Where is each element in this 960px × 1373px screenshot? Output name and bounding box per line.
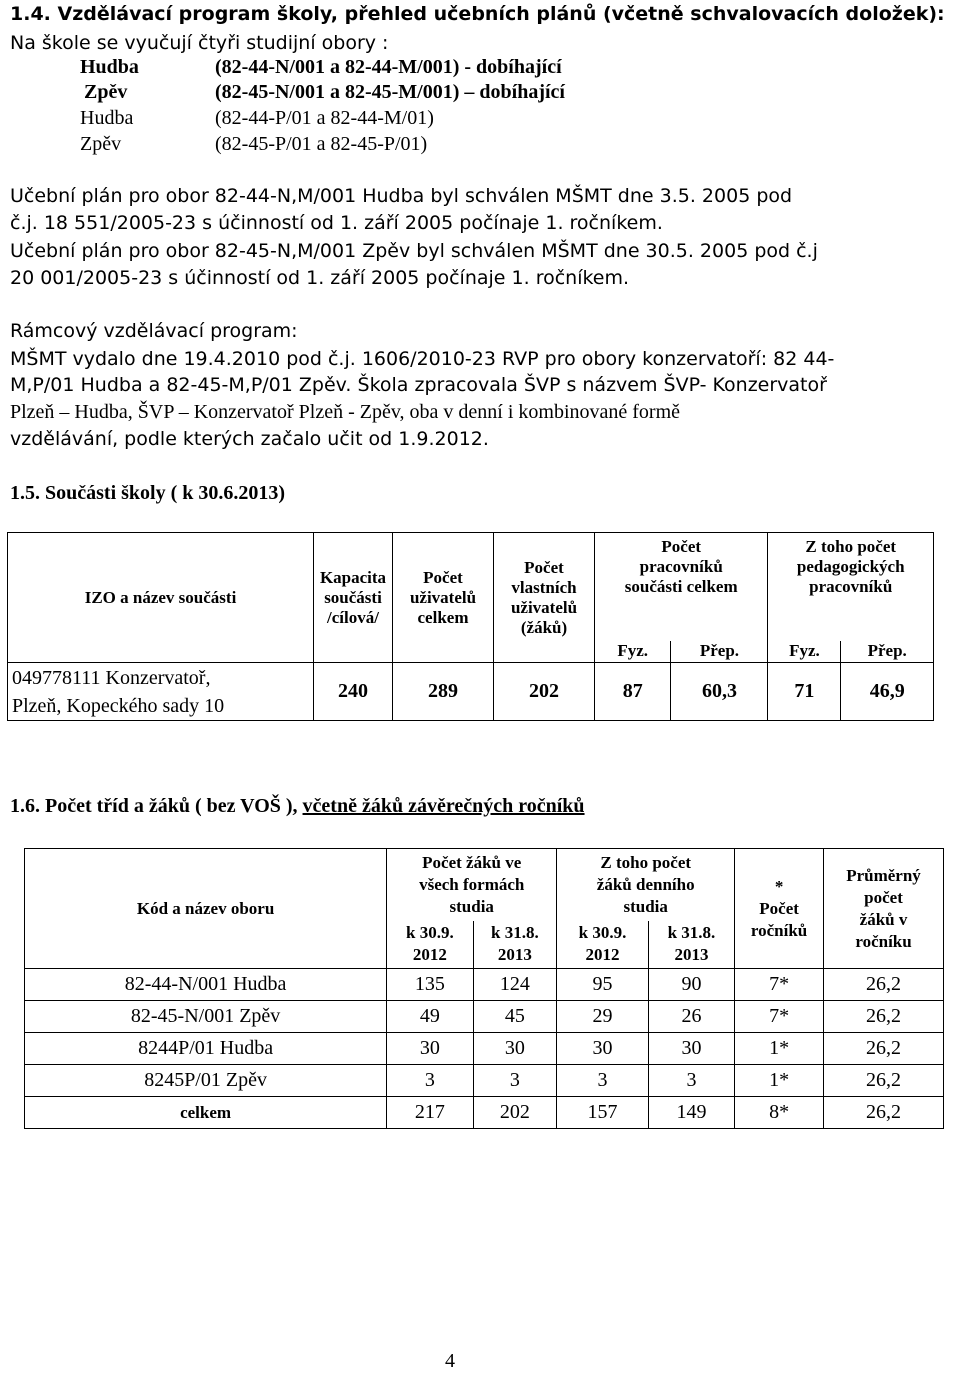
cell-v2: 3: [473, 1065, 557, 1097]
obor-name: 82-44-N/001 Hudba: [25, 969, 387, 1001]
header-vlastnich: Počet vlastních uživatelů (žáků): [494, 533, 595, 663]
section-heading-1-6: 1.6. Počet tříd a žáků ( bez VOŠ ), včetně žáků závěrečných ročníků: [10, 795, 585, 817]
header-fyz: Fyz.: [595, 641, 671, 663]
cell-vlastnich: 202: [494, 663, 595, 721]
header-izo: IZO a název součásti: [8, 533, 314, 663]
cell-d2: 30: [648, 1033, 734, 1065]
header-kod: Kód a název oboru: [25, 849, 387, 969]
cell-v1: 3: [387, 1065, 473, 1097]
cell-roc: 7*: [735, 1001, 824, 1033]
cell-d2: 26: [648, 1001, 734, 1033]
rvp-line: vzdělávání, podle kterých začalo učit od 1.9.2012.: [10, 428, 489, 450]
header-prumer: Průměrný počet žáků v ročníku: [824, 849, 944, 969]
cell-d1: 157: [557, 1097, 649, 1129]
obor-name: 8245P/01 Zpěv: [25, 1065, 387, 1097]
cell-v2: 30: [473, 1033, 557, 1065]
cell-ped-fyz: 71: [768, 663, 841, 721]
header-prep: Přep.: [671, 641, 768, 663]
cell-roc: 7*: [735, 969, 824, 1001]
cell-v1: 30: [387, 1033, 473, 1065]
table-row: [8, 663, 934, 721]
header-denniho: Z toho počet žáků denního studia: [557, 849, 735, 921]
cell-v1: 217: [387, 1097, 473, 1129]
obor-code: (82-45-N/001 a 82-45-M/001) – dobíhající: [215, 81, 565, 103]
rvp-line: Plzeň – Hudba, ŠVP – Konzervatoř Plzeň - Zpěv, oba v denní i kombinované formě: [10, 401, 681, 423]
obor-name: Hudba: [80, 107, 134, 129]
cell-prac-prep: 60,3: [671, 663, 768, 721]
school-parts-table: [7, 532, 934, 721]
intro-text: Na škole se vyučují čtyři studijní obory :: [10, 32, 389, 54]
cell-d2: 149: [648, 1097, 734, 1129]
obor-name: celkem: [25, 1097, 387, 1129]
cell-d2: 3: [648, 1065, 734, 1097]
cell-prumer: 26,2: [824, 1097, 944, 1129]
cell-v1: 135: [387, 969, 473, 1001]
header-rocniku: * Počet ročníků: [735, 849, 824, 969]
obor-name: 82-45-N/001 Zpěv: [25, 1001, 387, 1033]
table-row: [25, 969, 944, 1001]
page-number: 4: [445, 1350, 455, 1372]
section-heading-1-5: 1.5. Součásti školy ( k 30.6.2013): [10, 482, 286, 504]
plan-line: 20 001/2005-23 s účinností od 1. září 2005 počínaje 1. ročníkem.: [10, 267, 630, 289]
section-heading-1-4: 1.4. Vzdělávací program školy, přehled učebních plánů (včetně schvalovacích doložek):: [10, 3, 945, 25]
cell-roc: 8*: [735, 1097, 824, 1129]
cell-d1: 95: [557, 969, 649, 1001]
plan-line: č.j. 18 551/2005-23 s účinností od 1. září 2005 počínaje 1. ročníkem.: [10, 212, 663, 234]
part-name: 049778111 Konzervatoř, Plzeň, Kopeckého sady 10: [8, 663, 314, 721]
table-row: [25, 1001, 944, 1033]
obor-code: (82-44-P/01 a 82-44-M/01): [215, 107, 434, 129]
plan-line: Učební plán pro obor 82-45-N,M/001 Zpěv byl schválen MŠMT dne 30.5. 2005 pod č.j: [10, 240, 818, 262]
cell-v1: 49: [387, 1001, 473, 1033]
table-row-total: [25, 1097, 944, 1129]
cell-d1: 3: [557, 1065, 649, 1097]
cell-prumer: 26,2: [824, 1001, 944, 1033]
header-kapacita: Kapacita součásti /cílová/: [314, 533, 393, 663]
cell-d2: 90: [648, 969, 734, 1001]
header-fyz: Fyz.: [768, 641, 841, 663]
header-vsech: Počet žáků ve všech formách studia: [387, 849, 557, 921]
header-k309: k 30.9. 2012: [387, 921, 473, 969]
obor-name: Hudba: [80, 56, 139, 78]
obor-name: Zpěv: [84, 81, 128, 103]
cell-uzivatelu: 289: [393, 663, 494, 721]
cell-v2: 45: [473, 1001, 557, 1033]
table-row: [25, 1065, 944, 1097]
rvp-title: Rámcový vzdělávací program:: [10, 320, 298, 342]
header-k318: k 31.8. 2013: [473, 921, 557, 969]
plan-line: Učební plán pro obor 82-44-N,M/001 Hudba byl schválen MŠMT dne 3.5. 2005 pod: [10, 185, 793, 207]
header-pedagogickych: Z toho počet pedagogických pracovníků: [768, 533, 934, 641]
cell-prac-fyz: 87: [595, 663, 671, 721]
header-pracovniku: Počet pracovníků součásti celkem: [595, 533, 768, 641]
cell-v2: 202: [473, 1097, 557, 1129]
cell-prumer: 26,2: [824, 969, 944, 1001]
table-row: [25, 1033, 944, 1065]
cell-d1: 29: [557, 1001, 649, 1033]
header-uzivatelu: Počet uživatelů celkem: [393, 533, 494, 663]
obor-code: (82-44-N/001 a 82-44-M/001) - dobíhající: [215, 56, 562, 78]
obor-name: Zpěv: [80, 133, 122, 155]
cell-prumer: 26,2: [824, 1033, 944, 1065]
cell-v2: 124: [473, 969, 557, 1001]
rvp-line: MŠMT vydalo dne 19.4.2010 pod č.j. 1606/2010-23 RVP pro obory konzervatoří: 82 44-: [10, 348, 835, 370]
cell-ped-prep: 46,9: [841, 663, 934, 721]
header-k318: k 31.8. 2013: [648, 921, 734, 969]
cell-roc: 1*: [735, 1065, 824, 1097]
rvp-line: M,P/01 Hudba a 82-45-M,P/01 Zpěv. Škola zpracovala ŠVP s názvem ŠVP- Konzervatoř: [10, 374, 827, 396]
header-prep: Přep.: [841, 641, 934, 663]
cell-roc: 1*: [735, 1033, 824, 1065]
cell-kapacita: 240: [314, 663, 393, 721]
obor-code: (82-45-P/01 a 82-45-P/01): [215, 133, 428, 155]
classes-table: [24, 848, 944, 1129]
header-k309: k 30.9. 2012: [557, 921, 649, 969]
cell-d1: 30: [557, 1033, 649, 1065]
obor-name: 8244P/01 Hudba: [25, 1033, 387, 1065]
cell-prumer: 26,2: [824, 1065, 944, 1097]
